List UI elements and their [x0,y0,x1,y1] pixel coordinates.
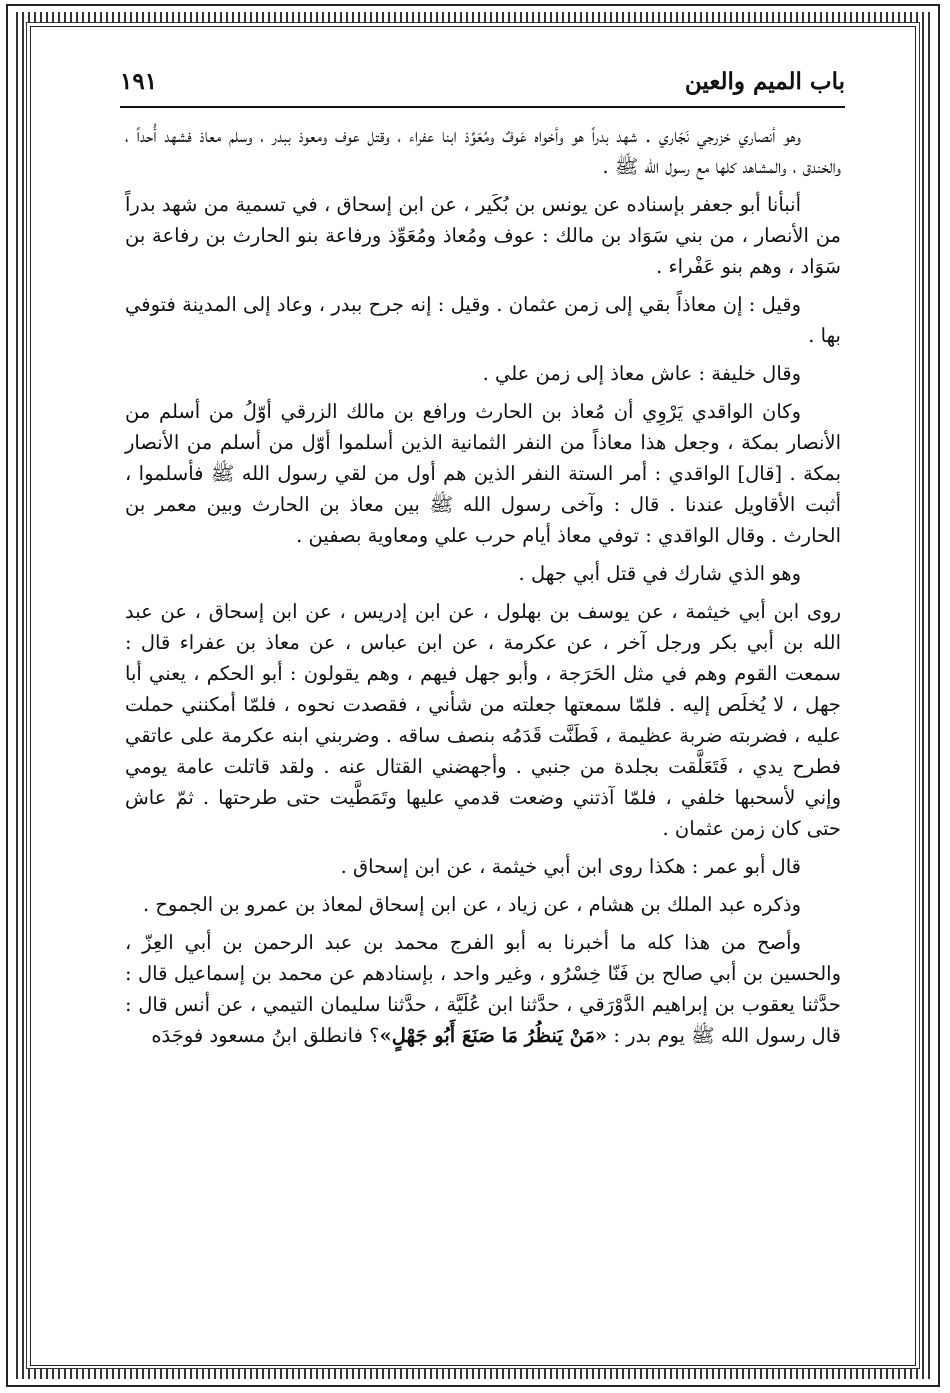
hadith-quote: «مَنْ يَنظُرُ مَا صَنَعَ أَبُو جَهْلٍ» [379,1024,608,1047]
body-text [125,120,841,1051]
paragraph-9: وذكره عبد الملك بن هشام ، عن زياد ، عن ابن إسحاق لمعاذ بن عمرو بن الجموح . [142,893,801,916]
chapter-title: باب الميم والعين [684,68,845,95]
paragraph-10-text: وأصح من هذا كله ما أخبرنا به أبو الفرج محمد بن عبد الرحمن بن أبي العِزّ ، والحسين بن أبي صالح بن فَنّا خِسْرُو ، وغير واحد ، بإسنادهم عن محمد بن إسماعيل قال : حدَّثنا يعقوب بن إبراهيم الدَّوْرَقي ، حدَّثنا ابن عُلَيَّة ، حدَّثنا سليمان التيمي ، عن أنس قال : قال رسول الله ﷺ يوم بدر : [125,931,841,1047]
paragraph-6: وهو الذي شارك في قتل أبي جهل . [518,562,801,585]
paragraph-5: وكان الواقدي يَرْوِي أن مُعاذ بن الحارث ورافع بن مالك الزرقي أوّلُ من أسلم من الأنصار بمكة ، وجعل هذا معاذاً من النفر الثمانية الذين أسلموا أوّل من أسلم من الأنصار بمكة . [قال] الواقدي : أمر الستة النفر الذين هم أول من لقي رسول الله ﷺ فأسلموا ، أثبت الأقاويل عندنا . قال : وآخى رسول الله ﷺ بين معاذ بن الحارث وبين معمر بن الحارث . وقال الواقدي : توفي معاذ أيام حرب علي ومعاوية بصفين . [125,400,841,547]
paragraph-2: أنبأنا أبو جعفر بإسناده عن يونس بن بُكَير ، عن ابن إسحاق ، في تسمية من شهد بدراً من الأنصار ، من بني سَوَاد بن مالك : عوف ومُعاذ ومُعَوِّذ ورفاعة بنو الحارث بن رفاعة بن سَوَاد ، وهم بنو عَفْراء . [125,193,841,278]
paragraph-4: وقال خليفة : عاش معاذ إلى زمن علي . [482,362,801,385]
paragraph-8: قال أبو عمر : هكذا روى ابن أبي خيثمة ، عن ابن إسحاق . [340,855,801,878]
paragraph-10 [125,927,841,1051]
paragraph-7: روى ابن أبي خيثمة ، عن يوسف بن بهلول ، عن ابن إدريس ، عن ابن إسحاق ، عن عبد الله بن أبي بكر ورجل آخر ، عن عكرمة ، عن ابن عباس ، عن معاذ بن عفراء قال : سمعت القوم وهم في مثل الحَرَجة ، وأبو جهل فيهم ، وهم يقولون : أبو الحكم ، يعني أبا جهل ، لا يُخلَص إليه . فلمّا سمعتها جعلته من شأني ، فقصدت نحوه ، فلمّا أمكنني حملت عليه ، فضربته ضربة عظيمة ، فَطَنَّت قَدَمُه بنصف ساقه . وضربني ابنه عكرمة على عاتقي فطرح يدي ، فَتَعَلَّقت بجلدة من جنبي . وأجهضني القتال عنه . ولقد قاتلت عامة يومي وإني لأسحبها خلفي ، فلمّا آذتني وضعت قدمي عليها وتَمَطَّيت حتى طرحتها . ثمّ عاش حتى كان زمن عثمان . [125,600,841,840]
paragraph-3: وقيل : إن معاذاً بقي إلى زمن عثمان . وقيل : إنه جرح ببدر ، وعاد إلى المدينة فتوفي بها . [125,293,841,347]
paragraph-10-tail: ؟ فانطلق ابنُ مسعود فوجَدَه [151,1024,380,1047]
running-header [120,64,845,108]
page-number: ١٩١ [120,68,158,95]
paragraph-1: وهو أنصاري خزرجي نَجّاري . شهد بدراً هو وأخواه عَوفٌ ومُعَوِّذ ابنا عفراء ، وقتل عوف ومعوذ ببدر ، وسلم معاذ فشهد أُحداً ، والخندق ، والمشاهد كلها مع رسول الله ﷺ . [125,124,841,178]
